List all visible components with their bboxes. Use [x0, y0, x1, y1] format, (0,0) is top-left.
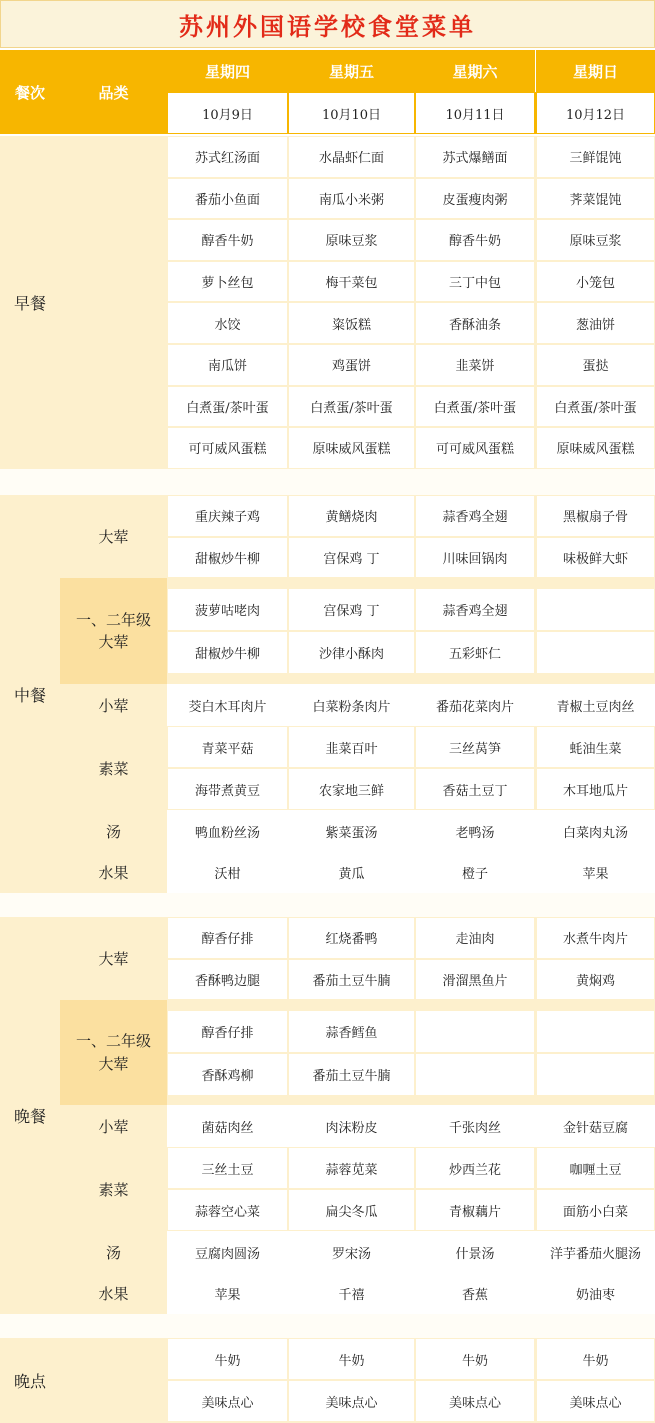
- menu-item: 葱油饼: [537, 303, 654, 343]
- menu-item: 宫保鸡 丁: [289, 538, 414, 578]
- menu-item: 蒜香鸡全翅: [416, 496, 534, 536]
- menu-item: 千禧: [289, 1274, 414, 1313]
- menu-item: 沙律小酥肉: [289, 632, 414, 673]
- meal-label-snack: 晚点: [0, 1338, 60, 1423]
- category-vegetable: 素菜: [60, 1147, 167, 1231]
- menu-item: 三丝莴笋: [416, 727, 534, 767]
- menu-item: 青菜平菇: [168, 727, 287, 767]
- menu-item: 粢饭糕: [289, 303, 414, 343]
- menu-item: 苏式红汤面: [168, 137, 287, 177]
- menu-item: 五彩虾仁: [416, 632, 534, 673]
- menu-item: 黄鳝烧肉: [289, 496, 414, 536]
- menu-item: 蛋挞: [537, 345, 654, 385]
- menu-item: 牛奶: [168, 1339, 287, 1379]
- menu-item: 菠萝咕咾肉: [168, 589, 287, 630]
- menu-item: 牛奶: [289, 1339, 414, 1379]
- menu-item: 三丝土豆: [168, 1148, 287, 1188]
- menu-item: 蒜蓉苋菜: [289, 1148, 414, 1188]
- menu-item: 美味点心: [168, 1381, 287, 1421]
- section-gap: [0, 1314, 655, 1338]
- menu-item: 什景汤: [416, 1232, 534, 1272]
- menu-item: 香酥鸡柳: [168, 1054, 287, 1095]
- header-date: 10月12日: [537, 93, 654, 133]
- meal-label-dinner: 晚餐: [0, 917, 60, 1314]
- menu-item: 三鲜馄饨: [537, 137, 654, 177]
- menu-item: 川味回锅肉: [416, 538, 534, 578]
- header-date: 10月11日: [416, 93, 534, 133]
- category-grade12-big-meat: [60, 578, 167, 684]
- menu-item: 炒西兰花: [416, 1148, 534, 1188]
- menu-item: 橙子: [416, 853, 534, 892]
- header-category-label: 品类: [60, 50, 167, 134]
- category-fruit: 水果: [60, 1273, 167, 1314]
- menu-item: 沃柑: [168, 853, 287, 892]
- menu-item: 咖喱土豆: [537, 1148, 654, 1188]
- menu-item: 香菇土豆丁: [416, 769, 534, 809]
- menu-item: 水晶虾仁面: [289, 137, 414, 177]
- menu-item: 南瓜小米粥: [289, 179, 414, 219]
- header-date: 10月9日: [168, 93, 287, 133]
- menu-item: 醇香仔排: [168, 918, 287, 958]
- menu-item: 白菜肉丸汤: [537, 811, 654, 851]
- menu-item: 番茄小鱼面: [168, 179, 287, 219]
- menu-item: 金针菇豆腐: [537, 1106, 654, 1146]
- menu-item: 番茄土豆牛腩: [289, 1054, 414, 1095]
- menu-item: 苹果: [537, 853, 654, 892]
- menu-item: 原味威风蛋糕: [289, 428, 414, 468]
- menu-item: 罗宋汤: [289, 1232, 414, 1272]
- category-big-meat: 大荤: [60, 495, 167, 578]
- menu-item: 白煮蛋/茶叶蛋: [537, 387, 654, 427]
- category-soup: 汤: [60, 1231, 167, 1273]
- meal-label-lunch: 中餐: [0, 495, 60, 893]
- menu-item: 黄瓜: [289, 853, 414, 892]
- menu-item: 海带煮黄豆: [168, 769, 287, 809]
- menu-item: 面筋小白菜: [537, 1190, 654, 1230]
- menu-item: 走油肉: [416, 918, 534, 958]
- section-gap: [0, 469, 655, 495]
- menu-item: 蒜香鳕鱼: [289, 1011, 414, 1052]
- menu-item: 甜椒炒牛柳: [168, 632, 287, 673]
- category-blank: [60, 136, 167, 469]
- category-label-line2: 大荤: [98, 1054, 129, 1073]
- menu-item: 荠菜馄饨: [537, 179, 654, 219]
- menu-item: 醇香仔排: [168, 1011, 287, 1052]
- menu-item: 蒜香鸡全翅: [416, 589, 534, 630]
- menu-item: 鸭血粉丝汤: [168, 811, 287, 851]
- menu-item: 黑椒扇子骨: [537, 496, 654, 536]
- menu-item: 醇香牛奶: [168, 220, 287, 260]
- menu-item: 水煮牛肉片: [537, 918, 654, 958]
- category-small-meat: 小荤: [60, 1105, 167, 1147]
- menu-item: 菌菇肉丝: [168, 1106, 287, 1146]
- menu-item: 豆腐肉圆汤: [168, 1232, 287, 1272]
- header-day: 星期五: [288, 50, 415, 92]
- category-blank: [60, 1338, 167, 1423]
- menu-item: 白煮蛋/茶叶蛋: [416, 387, 534, 427]
- menu-item: 青椒土豆肉丝: [537, 685, 654, 725]
- menu-item: 扁尖冬瓜: [289, 1190, 414, 1230]
- menu-item: 千张肉丝: [416, 1106, 534, 1146]
- menu-item: 宫保鸡 丁: [289, 589, 414, 630]
- page-title: 苏州外国语学校食堂菜单: [0, 0, 655, 48]
- menu-item: [537, 1011, 654, 1052]
- menu-item: 肉沫粉皮: [289, 1106, 414, 1146]
- menu-item: 茭白木耳肉片: [168, 685, 287, 725]
- header-day: 星期六: [415, 50, 535, 92]
- menu-item: 白煮蛋/茶叶蛋: [289, 387, 414, 427]
- menu-item: 原味威风蛋糕: [537, 428, 654, 468]
- header-date: 10月10日: [289, 93, 414, 133]
- menu-item: 梅干菜包: [289, 262, 414, 302]
- menu-item: [537, 1054, 654, 1095]
- header-day: 星期日: [536, 50, 655, 92]
- menu-item: 紫菜蛋汤: [289, 811, 414, 851]
- menu-item: 水饺: [168, 303, 287, 343]
- menu-item: 皮蛋瘦肉粥: [416, 179, 534, 219]
- menu-item: 牛奶: [537, 1339, 654, 1379]
- category-small-meat: 小荤: [60, 684, 167, 726]
- header-day: 星期四: [167, 50, 288, 92]
- menu-item: [537, 589, 654, 630]
- menu-item: 木耳地瓜片: [537, 769, 654, 809]
- category-label-line2: 大荤: [98, 633, 129, 651]
- menu-item: 韭菜饼: [416, 345, 534, 385]
- menu-item: 原味豆浆: [537, 220, 654, 260]
- menu-item: 美味点心: [416, 1381, 534, 1421]
- category-label-line1: 一、二年级: [75, 1032, 151, 1050]
- section-gap: [0, 893, 655, 917]
- menu-item: 可可威风蛋糕: [168, 428, 287, 468]
- menu-item: 白菜粉条肉片: [289, 685, 414, 725]
- menu-item: 苹果: [168, 1274, 287, 1313]
- menu-item: 番茄土豆牛腩: [289, 960, 414, 1000]
- menu-item: 牛奶: [416, 1339, 534, 1379]
- menu-item: 美味点心: [289, 1381, 414, 1421]
- menu-item: 蚝油生菜: [537, 727, 654, 767]
- menu-item: 香酥鸭边腿: [168, 960, 287, 1000]
- menu-item: 香蕉: [416, 1274, 534, 1313]
- category-label-line1: 一、二年级: [75, 610, 151, 629]
- menu-item: 番茄花菜肉片: [416, 685, 534, 725]
- menu-item: 可可威风蛋糕: [416, 428, 534, 468]
- menu-item: 黄焖鸡: [537, 960, 654, 1000]
- menu-item: 老鸭汤: [416, 811, 534, 851]
- meal-label-breakfast: 早餐: [0, 136, 60, 469]
- menu-item: 白煮蛋/茶叶蛋: [168, 387, 287, 427]
- menu-item: [416, 1054, 534, 1095]
- menu-item: 甜椒炒牛柳: [168, 538, 287, 578]
- menu-item: 红烧番鸭: [289, 918, 414, 958]
- category-fruit: 水果: [60, 852, 167, 893]
- menu-item: 鸡蛋饼: [289, 345, 414, 385]
- category-soup: 汤: [60, 810, 167, 852]
- menu-item: 青椒藕片: [416, 1190, 534, 1230]
- category-big-meat: 大荤: [60, 917, 167, 1000]
- menu-item: 蒜蓉空心菜: [168, 1190, 287, 1230]
- menu-item: 南瓜饼: [168, 345, 287, 385]
- menu-item: 三丁中包: [416, 262, 534, 302]
- category-vegetable: 素菜: [60, 726, 167, 810]
- menu-item: 奶油枣: [537, 1274, 654, 1313]
- menu-item: 味极鲜大虾: [537, 538, 654, 578]
- menu-item: 苏式爆鳝面: [416, 137, 534, 177]
- header-meal-label: 餐次: [0, 50, 60, 134]
- menu-item: 醇香牛奶: [416, 220, 534, 260]
- menu-item: [537, 632, 654, 673]
- menu-item: 香酥油条: [416, 303, 534, 343]
- menu-item: 农家地三鲜: [289, 769, 414, 809]
- menu-item: 美味点心: [537, 1381, 654, 1421]
- menu-item: 重庆辣子鸡: [168, 496, 287, 536]
- category-grade12-big-meat: [60, 1000, 167, 1105]
- menu-item: 滑溜黑鱼片: [416, 960, 534, 1000]
- menu-item: 原味豆浆: [289, 220, 414, 260]
- menu-item: [416, 1011, 534, 1052]
- menu-item: 韭菜百叶: [289, 727, 414, 767]
- menu-item: 洋芋番茄火腿汤: [537, 1232, 654, 1272]
- menu-item: 萝卜丝包: [168, 262, 287, 302]
- menu-item: 小笼包: [537, 262, 654, 302]
